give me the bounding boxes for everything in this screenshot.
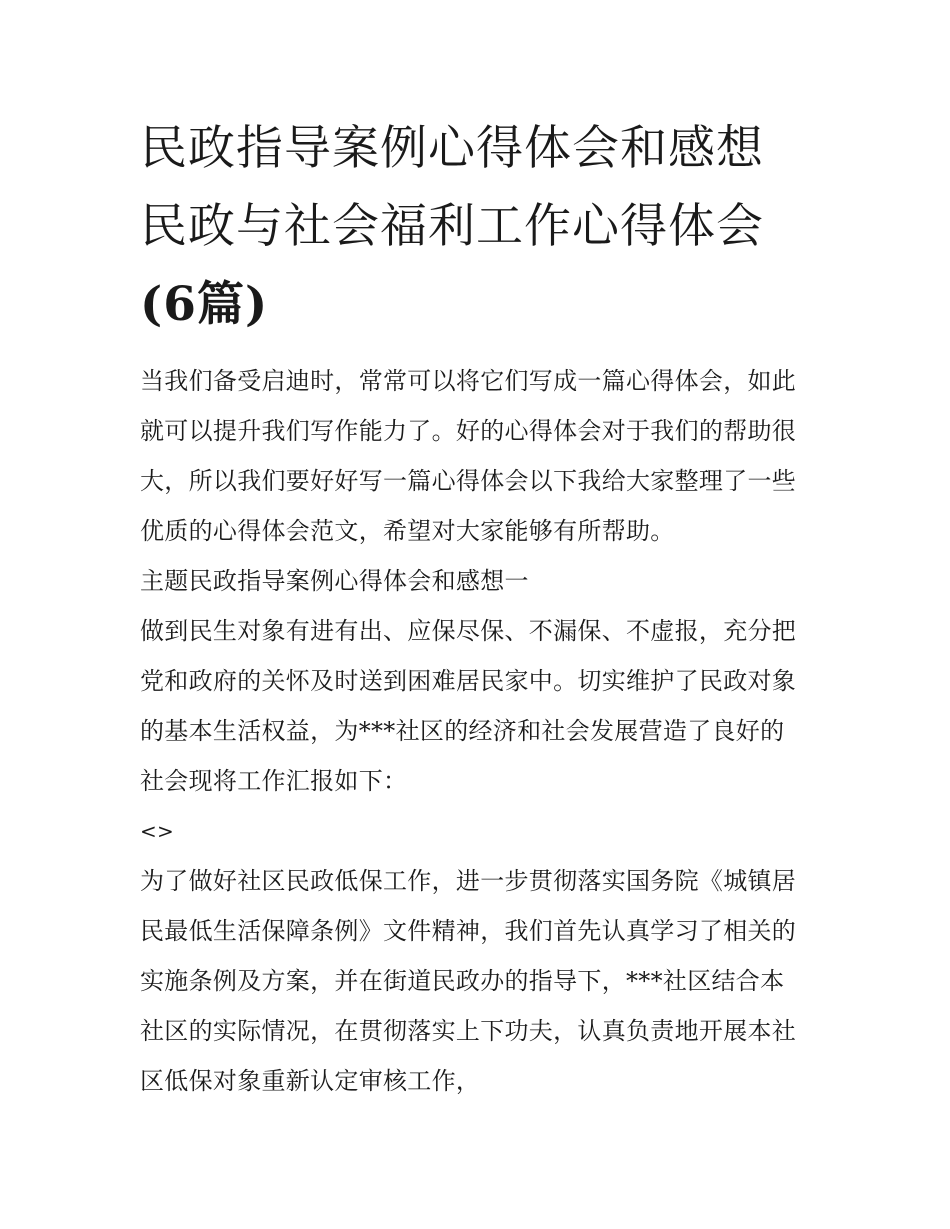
section-heading: 主题民政指导案例心得体会和感想一 bbox=[140, 567, 529, 595]
paragraph-line: 为了做好社区民政低保工作，进一步贯彻落实国务院《城镇居 bbox=[140, 867, 797, 895]
title-line-1: 民政指导案例心得体会和感想 bbox=[140, 121, 764, 176]
paragraph-line: 做到民生对象有进有出、应保尽保、不漏保、不虚报，充分把 bbox=[140, 617, 797, 645]
title-line-3: (6篇) bbox=[140, 277, 269, 332]
intro-paragraph bbox=[140, 356, 820, 556]
paragraph-line: 社区的实际情况，在贯彻落实上下功夫，认真负责地开展本社 bbox=[140, 1017, 797, 1045]
intro-line: 当我们备受启迪时，常常可以将它们写成一篇心得体会，如此 bbox=[140, 367, 797, 395]
document-page bbox=[140, 110, 820, 1106]
paragraph-1 bbox=[140, 606, 820, 806]
intro-line: 就可以提升我们写作能力了。好的心得体会对于我们的帮助很 bbox=[140, 417, 797, 445]
document-body bbox=[140, 356, 820, 1106]
paragraph-line: 的基本生活权益，为***社区的经济和社会发展营造了良好的 bbox=[140, 717, 785, 745]
paragraph-line: 区低保对象重新认定审核工作， bbox=[140, 1067, 481, 1095]
paragraph-line: 实施条例及方案，并在街道民政办的指导下，***社区结合本 bbox=[140, 967, 785, 995]
intro-line: 优质的心得体会范文，希望对大家能够有所帮助。 bbox=[140, 517, 675, 545]
paragraph-line: 社会现将工作汇报如下： bbox=[140, 767, 408, 795]
paragraph-line: 党和政府的关怀及时送到困难居民家中。切实维护了民政对象 bbox=[140, 667, 797, 695]
paragraph-2 bbox=[140, 856, 820, 1106]
intro-line: 大，所以我们要好好写一篇心得体会以下我给大家整理了一些 bbox=[140, 467, 797, 495]
title-line-2: 民政与社会福利工作心得体会 bbox=[140, 199, 764, 254]
marker-text: <> bbox=[140, 819, 175, 843]
paragraph-line: 民最低生活保障条例》文件精神，我们首先认真学习了相关的 bbox=[140, 917, 797, 945]
